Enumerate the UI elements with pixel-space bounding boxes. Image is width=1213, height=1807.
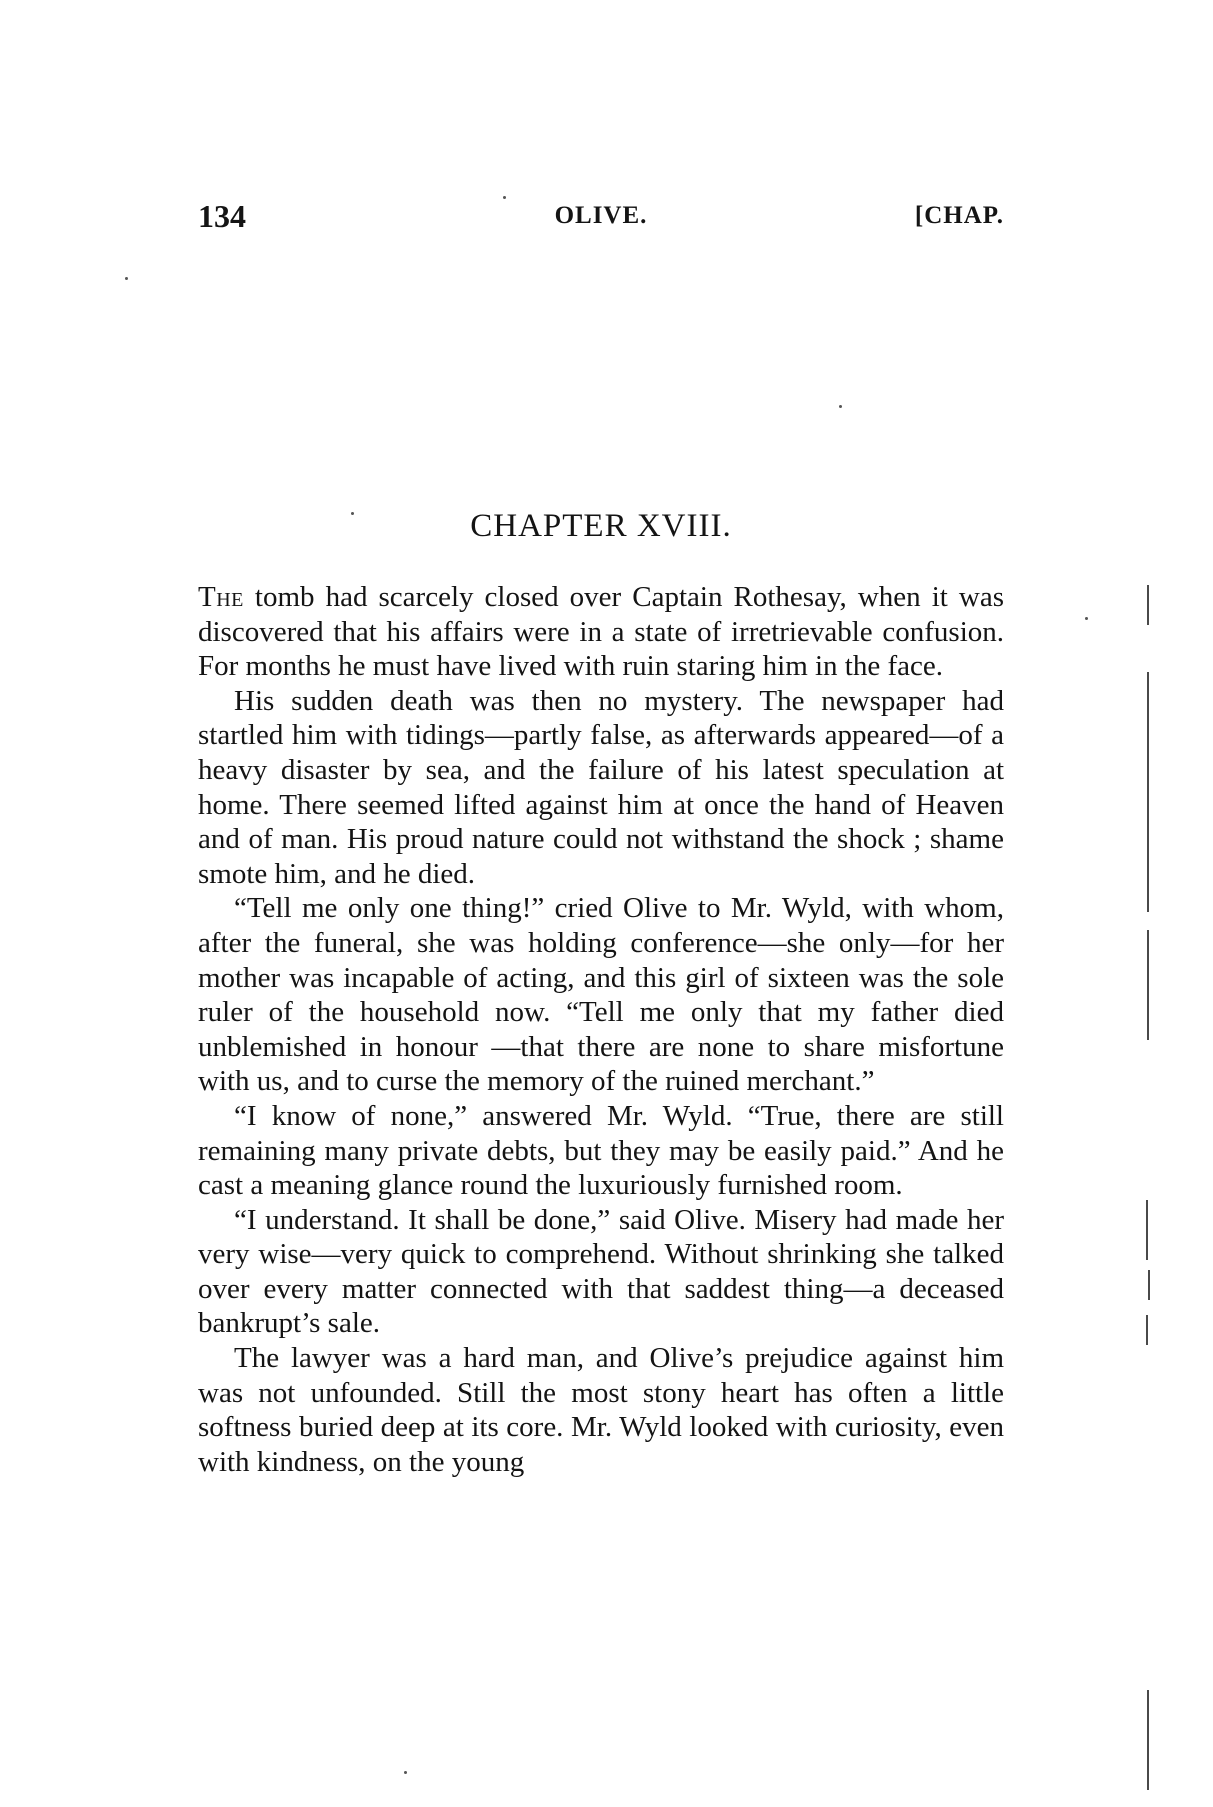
chapter-heading: CHAPTER XVIII.	[470, 508, 732, 544]
scan-margin-mark	[1146, 1200, 1148, 1260]
paragraph-5: “I understand. It shall be done,” said Olive. Misery had made her very wise—very quick to comprehend. Without shrinking she talked over every matter connected with that saddest thing—a deceased bankrupt’s sale.	[198, 1203, 1004, 1340]
scan-speck	[404, 1771, 407, 1774]
scan-margin-mark	[1147, 1690, 1149, 1790]
running-title: OLIVE.	[554, 202, 648, 229]
page-number: 134	[198, 198, 246, 234]
scan-margin-mark	[1147, 930, 1149, 1040]
scan-speck	[125, 277, 128, 280]
chapter-mark: [CHAP.	[914, 202, 1004, 229]
paragraph-1	[198, 580, 1004, 684]
paragraph-3: “Tell me only one thing!” cried Olive to Mr. Wyld, with whom, after the funeral, she was holding conference—she only—for her mother was incapable of acting, and this girl of sixteen was the sole ruler of the household now. “Tell me only that my father died unblemished in honour —that there are none to share misfortune with us, and to curse the memory of the ruined merchant.”	[198, 892, 1004, 1098]
running-head	[198, 196, 1004, 236]
paragraph-6: The lawyer was a hard man, and Olive’s prejudice against him was not unfounded. Still the most stony heart has often a little softness buried deep at its core. Mr. Wyld looked with curiosity, even with kindness, on the young	[198, 1342, 1004, 1478]
scan-speck	[503, 196, 506, 199]
paragraph-1-text: tomb had scarcely closed over Captain Rothesay, when it was discovered that his affairs were in a state of irretrievable confusion. For months he must have lived with ruin staring him in the face.	[198, 581, 1004, 683]
scan-speck	[839, 405, 842, 408]
scan-margin-mark	[1147, 672, 1149, 912]
body-text	[198, 580, 1004, 1479]
paragraph-4: “I know of none,” answered Mr. Wyld. “True, there are still remaining many private debts, but they may be easily paid.” And he cast a meaning glance round the luxuriously furnished room.	[198, 1099, 1004, 1202]
scan-margin-mark	[1146, 1315, 1148, 1345]
paragraph-1-lead: The	[198, 581, 244, 613]
paragraph-2: His sudden death was then no mystery. The newspaper had startled him with tidings—partly false, as afterwards appeared—of a heavy disaster by sea, and the failure of his latest speculation at home. There seemed lifted against him at once the hand of Heaven and of man. His proud nature could not withstand the shock ; shame smote him, and he died.	[198, 684, 1004, 890]
scan-margin-mark	[1147, 585, 1149, 625]
scan-speck	[351, 512, 354, 515]
scan-speck	[1085, 617, 1088, 620]
scan-margin-mark	[1148, 1270, 1150, 1300]
